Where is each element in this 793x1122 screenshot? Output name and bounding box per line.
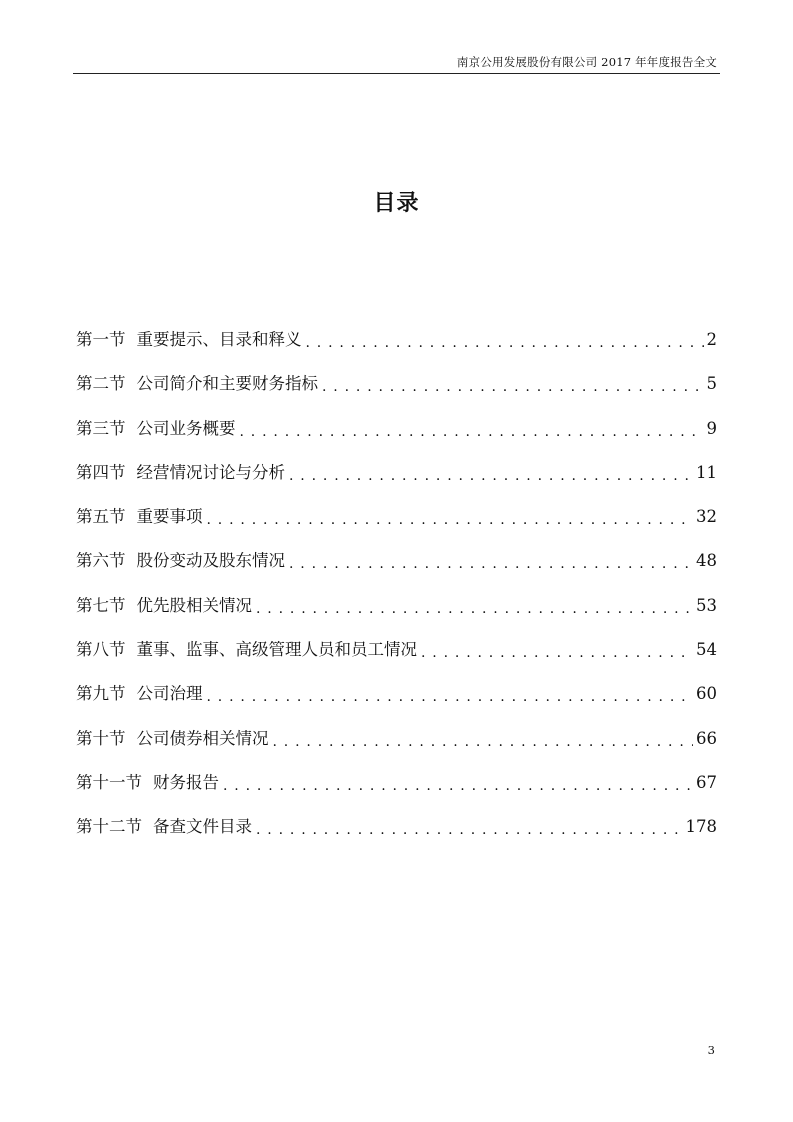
toc-section-title: 备查文件目录 <box>153 817 252 837</box>
toc-section-title: 经营情况讨论与分析 <box>136 462 285 482</box>
toc-entry[interactable] <box>76 769 717 813</box>
dot-leader <box>289 465 693 485</box>
toc-section-number: 第三节 <box>76 418 126 438</box>
dot-leader <box>256 598 693 618</box>
page-number: 3 <box>707 1043 715 1057</box>
toc-section-number: 第十一节 <box>76 772 142 792</box>
toc-section-title: 公司简介和主要财务指标 <box>136 374 318 394</box>
toc-section-number: 第七节 <box>76 595 126 615</box>
dot-leader <box>207 686 694 706</box>
toc-entry[interactable] <box>76 680 717 724</box>
toc-section-number: 第六节 <box>76 551 126 571</box>
toc-section-number: 第五节 <box>76 507 126 527</box>
toc-entry[interactable] <box>76 725 717 769</box>
toc-entry[interactable] <box>76 547 717 591</box>
toc-section-title: 股份变动及股东情况 <box>136 551 285 571</box>
dot-leader <box>306 332 704 352</box>
toc-page-number: 32 <box>696 507 717 527</box>
toc-section-number: 第九节 <box>76 684 126 704</box>
dot-leader <box>289 553 693 573</box>
toc-section-number: 第十节 <box>76 728 126 748</box>
toc-title: 目录 <box>373 191 420 216</box>
toc-section-number: 第八节 <box>76 640 126 660</box>
dot-leader <box>240 421 704 441</box>
toc-entry[interactable] <box>76 592 717 636</box>
dot-leader <box>421 642 693 662</box>
toc-section-title: 优先股相关情况 <box>136 595 252 615</box>
toc-section-number: 第一节 <box>76 330 126 349</box>
toc-entry[interactable] <box>76 503 717 547</box>
toc-section-title: 公司债券相关情况 <box>136 728 269 748</box>
toc-section-title: 公司业务概要 <box>136 418 236 438</box>
dot-leader <box>322 376 704 396</box>
toc-section-number: 第二节 <box>76 374 126 394</box>
toc-page-number: 48 <box>696 551 717 571</box>
toc-section-title: 重要事项 <box>136 507 203 527</box>
header-rule <box>73 73 720 74</box>
toc-section-title: 董事、监事、高级管理人员和员工情况 <box>136 640 417 660</box>
dot-leader <box>256 819 683 839</box>
toc-section-title: 公司治理 <box>136 684 203 704</box>
toc-page-number: 5 <box>706 374 717 394</box>
dot-leader <box>223 775 693 795</box>
toc-entry[interactable] <box>76 326 717 370</box>
running-header: 南京公用发展股份有限公司 2017 年年度报告全文 <box>456 55 717 69</box>
toc-page-number: 66 <box>696 728 717 748</box>
toc-entry[interactable] <box>76 636 717 680</box>
toc-page-number: 60 <box>696 684 717 704</box>
toc-list <box>76 326 717 858</box>
dot-leader <box>273 731 694 751</box>
toc-page-number: 2 <box>706 330 717 349</box>
toc-entry[interactable] <box>76 813 717 857</box>
toc-section-title: 财务报告 <box>153 772 219 792</box>
toc-page-number: 9 <box>706 418 717 438</box>
toc-page-number: 67 <box>696 772 717 792</box>
toc-entry[interactable] <box>76 459 717 503</box>
toc-section-number: 第十二节 <box>76 817 142 837</box>
toc-page-number: 178 <box>685 817 717 837</box>
toc-page-number: 53 <box>696 595 717 615</box>
toc-section-title: 重要提示、目录和释义 <box>136 330 302 349</box>
toc-page-number: 54 <box>696 640 717 660</box>
toc-entry[interactable] <box>76 415 717 459</box>
toc-section-number: 第四节 <box>76 462 126 482</box>
dot-leader <box>207 509 694 529</box>
toc-entry[interactable] <box>76 370 717 414</box>
toc-page-number: 11 <box>696 462 717 482</box>
